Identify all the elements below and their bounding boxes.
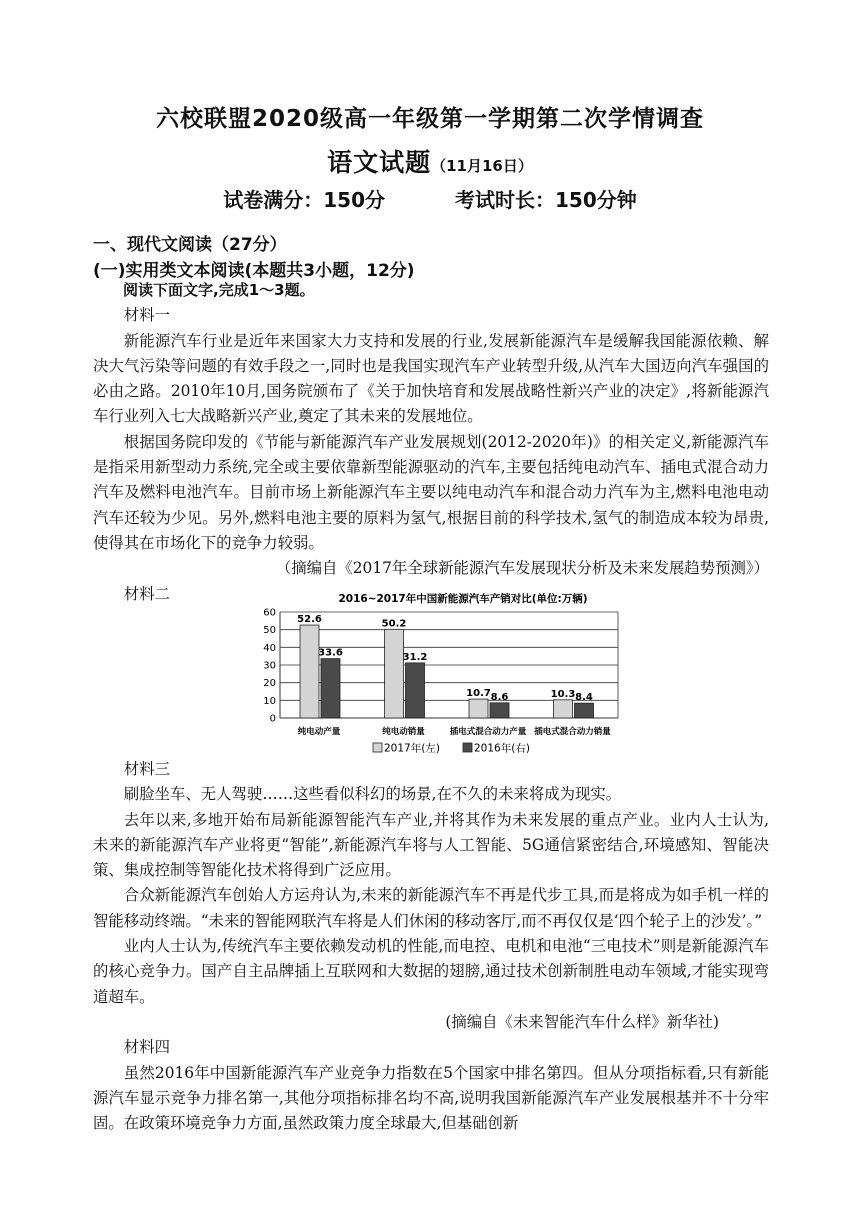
bar	[469, 699, 488, 718]
y-tick-label: 30	[263, 660, 276, 672]
bar-value-label: 33.6	[318, 647, 343, 659]
bar	[490, 703, 509, 718]
bar-value-label: 52.6	[297, 614, 322, 626]
section-title: 一、现代文阅读（27分）	[93, 235, 287, 255]
material2-label: 材料二	[123, 584, 170, 603]
bar-chart	[258, 590, 638, 762]
legend-label: 2016年(右)	[474, 742, 530, 755]
y-tick-label: 10	[263, 695, 276, 707]
legend-label: 2017年(左)	[384, 742, 440, 755]
material4-label: 材料四	[123, 1038, 170, 1057]
material3-label: 材料三	[123, 760, 170, 778]
subject-name: 语文试题	[327, 148, 432, 177]
subsection-title: (一)实用类文本阅读(本题共3小题，12分)	[93, 261, 415, 281]
y-tick-label: 40	[263, 642, 276, 654]
sales-chart	[258, 590, 638, 762]
bar-value-label: 10.7	[466, 688, 491, 700]
bar	[321, 659, 340, 718]
material1-paragraph-2: 根据国务院印发的《节能与新能源汽车产业发展规划(2012-2020年)》的相关定义,新能源汽车是指采用新型动力系统,完全或主要依靠新型能源驱动的汽车,主要包括纯电动汽车、插电式混合动力汽车及燃料电池汽车。目前市场上新能源汽车主要以纯电动汽车和混合动力汽车为主,燃料电池电动汽车还较为少见。另外,燃料电池主要的原料为氢气,根据目前的科学技术,氢气的制造成本较为昂贵,使得其在市场化下的竞争力较弱。	[93, 432, 769, 552]
material1-label: 材料一	[123, 306, 170, 325]
x-tick-label: 纯电动产量	[297, 727, 341, 737]
subject-title	[0, 143, 860, 179]
bar-value-label: 8.6	[490, 691, 509, 703]
chart-title: 2016~2017年中国新能源汽车产销对比(单位:万辆)	[338, 593, 588, 605]
exam-info	[0, 184, 860, 213]
bar-value-label: 8.4	[575, 692, 593, 704]
bar-value-label: 31.2	[402, 651, 428, 663]
y-tick-label: 60	[263, 607, 276, 619]
bar	[575, 703, 594, 718]
reading-block-b	[93, 757, 769, 1136]
bar-value-label: 10.3	[550, 688, 576, 700]
exam-date: （11月16日）	[431, 157, 533, 175]
material1-paragraph-1: 新能源汽车行业是近年来国家大力支持和发展的行业,发展新能源汽车是缓解我国能源依赖、解决大气污染等问题的有效手段之一,同时也是我国实现汽车产业转型升级,从汽车大国迈向汽车强国的必由之路。2010年10月,国务院颁布了《关于加快培育和发展战略性新兴产业的决定》,将新能源汽车行业列入七大战略新兴产业,奠定了其未来的发展地位。	[93, 331, 769, 426]
x-tick-label: 纯电动销量	[382, 727, 425, 737]
material4-paragraph-1: 虽然2016年中国新能源汽车产业竞争力指数在5个国家中排名第四。但从分项指标看,只有新能源汽车显示竞争力排名第一,其他分项指标排名均不高,说明我国新能源汽车产业发展根基并不十分牢固。在政策环境竞争力方面,虽然政策力度全球最大,但基础创新	[93, 1063, 769, 1133]
exam-duration: 考试时长：150分钟	[455, 188, 637, 212]
full-score: 试卷满分：150分	[223, 188, 385, 212]
x-tick-label: 插电式混合动力销量	[534, 727, 611, 737]
exam-title: 六校联盟2020级高一年级第一学期第二次学情调查	[155, 106, 704, 132]
material3-paragraph-3: 合众新能源汽车创始人方运舟认为,未来的新能源汽车不再是代步工具,而是将成为如手机一样的智能移动终端。“未来的智能网联汽车将是人们休闲的移动客厅,而不再仅仅是‘四个轮子上的沙发’。”	[93, 886, 769, 930]
material3-source: (摘编自《未来智能汽车什么样》新华社)	[445, 1012, 719, 1031]
bar-value-label: 50.2	[381, 618, 407, 630]
legend-swatch	[463, 743, 472, 752]
y-tick-label: 50	[263, 625, 276, 637]
material3-paragraph-2: 去年以来,多地开始布局新能源智能汽车产业,并将其作为未来发展的重点产业。业内人士认为,未来的新能源汽车产业将更“智能”,新能源汽车将与人工智能、5G通信紧密结合,环境感知、智能决策、集成控制等智能化技术将得到广泛应用。	[93, 810, 769, 880]
legend-swatch	[373, 743, 382, 752]
instruction: 阅读下面文字,完成1～3题。	[123, 281, 315, 299]
y-tick-label: 0	[269, 713, 276, 725]
bar	[554, 700, 573, 718]
material1-source: （摘编自《2017年全球新能源汽车发展现状分析及未来发展趋势预测》）	[275, 559, 769, 578]
y-tick-label: 20	[263, 678, 276, 690]
material3-paragraph-4: 业内人士认为,传统汽车主要依赖发动机的性能,而电控、电机和电池“三电技术”则是新能源汽车的核心竞争力。国产自主品牌插上互联网和大数据的翅膀,通过技术创新制胜电动车领域,才能实现弯道超车。	[93, 937, 769, 1006]
bar	[385, 629, 404, 718]
x-tick-label: 插电式混合动力产量	[449, 727, 527, 737]
bar	[406, 663, 425, 718]
bar	[300, 625, 319, 718]
material3-paragraph-1: 刷脸坐车、无人驾驶……这些看似科幻的场景,在不久的未来将成为现实。	[123, 785, 622, 804]
reading-block-a	[93, 278, 769, 607]
